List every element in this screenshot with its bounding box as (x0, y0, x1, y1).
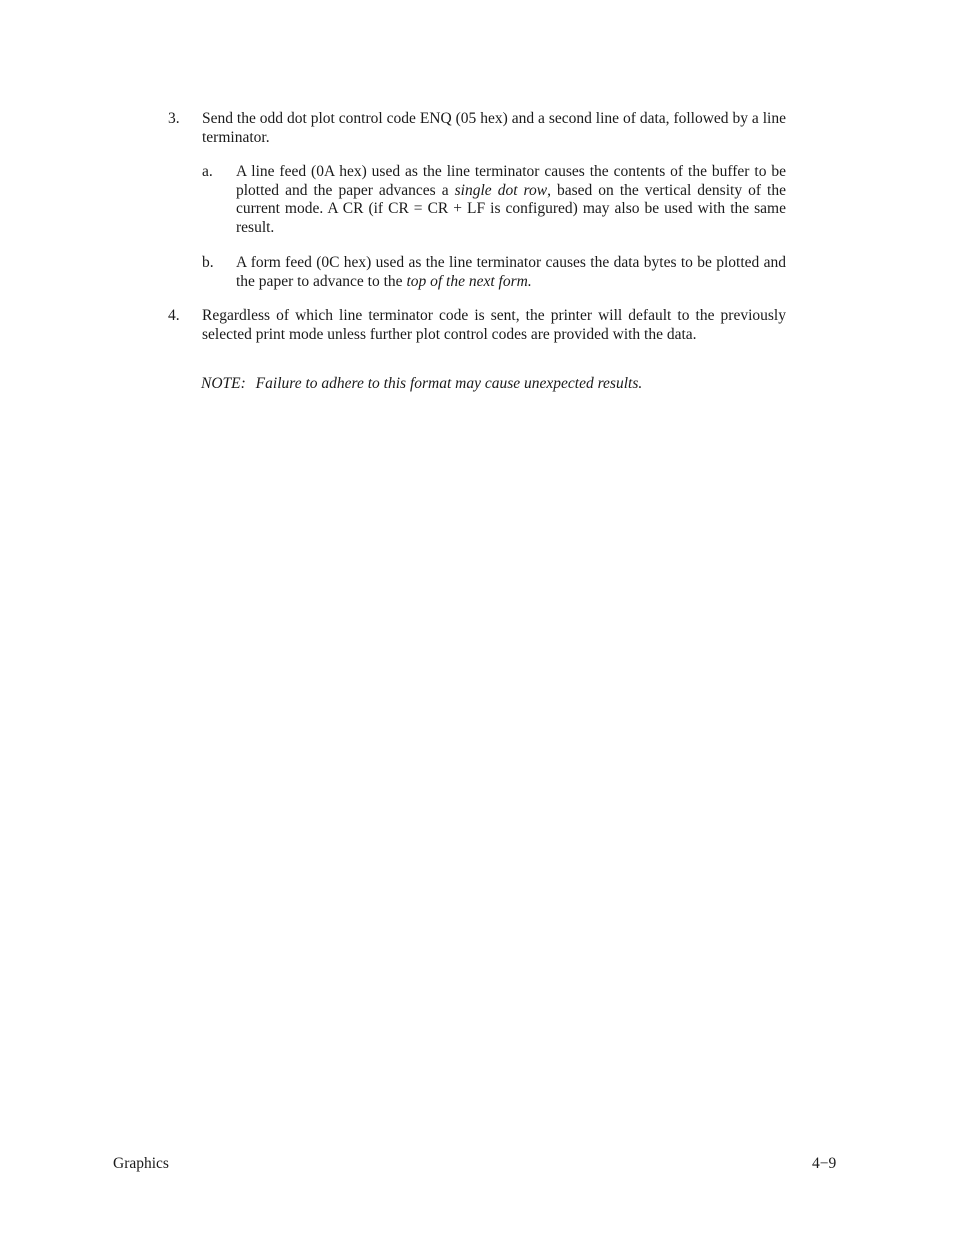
sublist-item-b-text (236, 254, 786, 291)
sublist-item-b-text-start: A form feed (0C hex) used as the line terminator causes the data bytes to be plotted and the paper to advance to the (236, 254, 786, 290)
sublist-item-a-text (236, 163, 786, 237)
list-item-number-4: 4. (168, 307, 180, 324)
sublist-item-a-text-start: A line feed (0A hex) used as the line terminator causes the contents of the buffer to be plotted and the paper advances a (236, 163, 786, 199)
sublist-item-a-text-end: , based on the vertical density of the current mode. A CR (if CR = CR + LF is configured) may also be used with the same result. (236, 181, 786, 236)
footer-page-number: 4−9 (812, 1155, 837, 1172)
note-text: Failure to adhere to this format may cause unexpected results. (255, 375, 643, 392)
note (201, 375, 642, 394)
list-item-3-text: Send the odd dot plot control code ENQ (05 hex) and a second line of data, followed by a line terminator. (202, 110, 786, 146)
sublist-item-b-emphasis: top of the next form. (406, 272, 532, 290)
sublist-item-letter-a: a. (202, 163, 213, 180)
sublist-item-letter-b: b. (202, 254, 214, 271)
list-item-4-text: Regardless of which line terminator code is sent, the printer will default to the previously selected print mode unless further plot control codes are provided with the data. (202, 307, 786, 343)
footer-section-title: Graphics (113, 1155, 169, 1172)
sublist-item-a-emphasis: single dot row (454, 181, 548, 199)
note-label: NOTE: (201, 375, 246, 392)
list-item-number-3: 3. (168, 110, 180, 127)
